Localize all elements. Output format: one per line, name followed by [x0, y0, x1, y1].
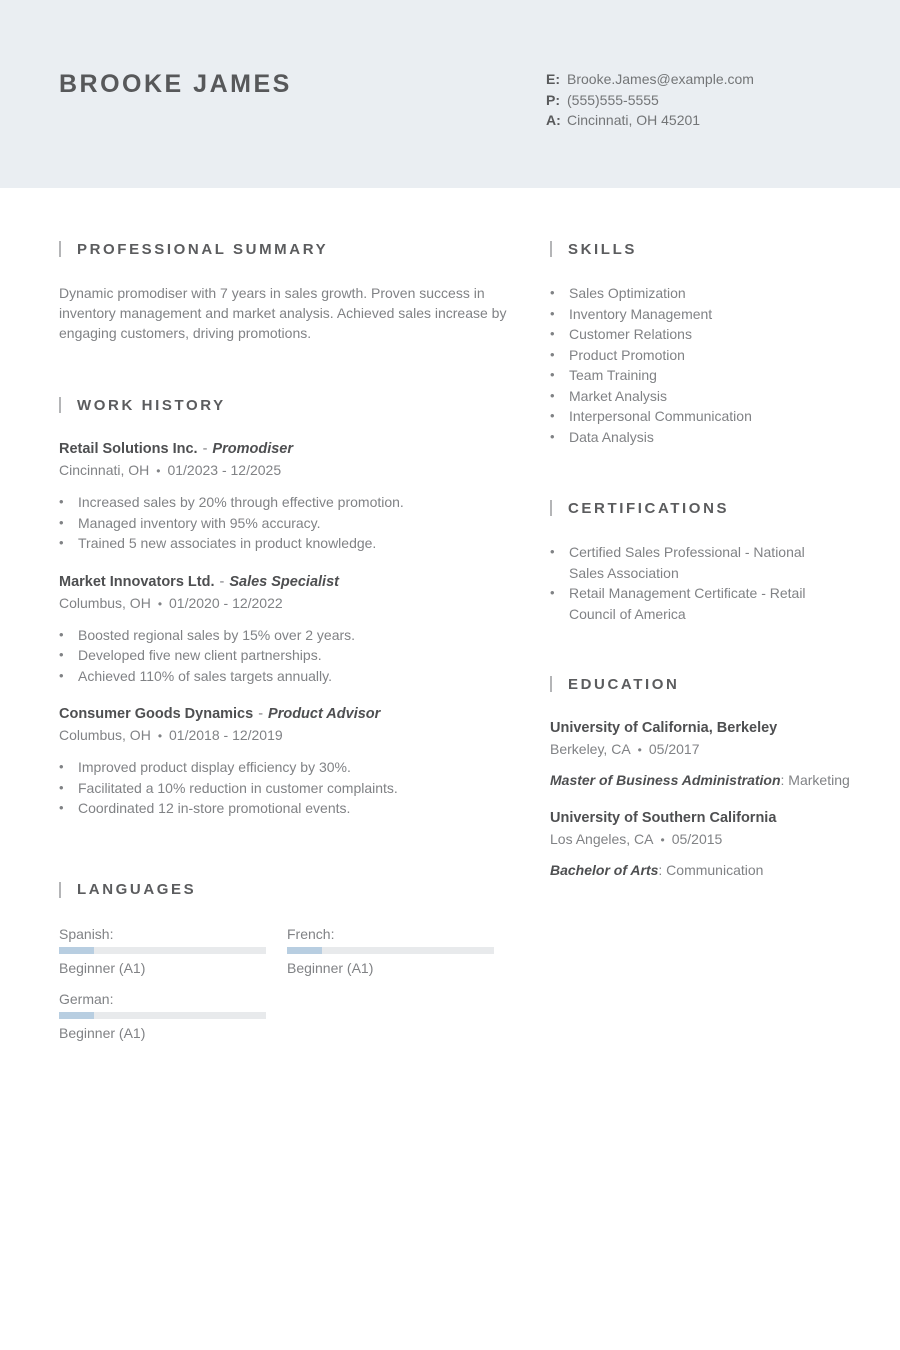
- bullet-icon: •: [59, 626, 64, 642]
- resume-body: [0, 188, 900, 1043]
- left-column: [59, 240, 505, 1043]
- job-bullet: [59, 513, 505, 534]
- language-progress-fill: [287, 947, 322, 954]
- school-dates: 05/2017: [648, 741, 700, 757]
- job-bullet: [59, 625, 505, 646]
- bullet-icon: •: [550, 346, 555, 362]
- skill-text: Customer Relations: [569, 326, 692, 342]
- job-separator: -: [219, 573, 225, 590]
- certifications-heading: [550, 499, 870, 517]
- bullet-icon: •: [550, 428, 555, 444]
- resume-header: [0, 0, 900, 188]
- degree-field: : Communication: [658, 862, 764, 878]
- school-meta-line: [550, 739, 870, 761]
- language-name: German:: [59, 990, 114, 1007]
- heading-bar-icon: [550, 676, 552, 692]
- job-entry: [59, 439, 505, 554]
- job-meta-line: [59, 460, 505, 482]
- job-bullet-text: Coordinated 12 in-store promotional events.: [78, 800, 351, 816]
- job-bullet: [59, 492, 505, 513]
- job-bullet: [59, 757, 505, 778]
- job-meta-line: [59, 593, 505, 615]
- job-bullet-text: Managed inventory with 95% accuracy.: [78, 514, 321, 531]
- job-bullet-text: Developed five new client partnerships.: [78, 647, 322, 663]
- language-level: Beginner (A1): [287, 959, 374, 976]
- work-history-heading: [59, 396, 505, 414]
- skills-heading: [550, 240, 870, 258]
- school-name: University of California, Berkeley: [550, 720, 778, 736]
- section-professional-summary: [59, 240, 505, 343]
- job-title-line: [59, 704, 505, 725]
- heading-bar-icon: [59, 882, 61, 898]
- meta-separator-icon: •: [157, 596, 163, 611]
- bullet-icon: •: [59, 667, 64, 683]
- skill-text: Market Analysis: [569, 387, 668, 404]
- skill-item: [550, 427, 870, 448]
- languages-heading-label: LANGUAGES: [77, 881, 197, 898]
- contact-email: [546, 69, 754, 90]
- school-name: University of Southern California: [550, 810, 777, 826]
- degree-line: [550, 860, 870, 880]
- meta-separator-icon: •: [660, 833, 665, 847]
- bullet-icon: •: [59, 800, 64, 815]
- job-title: Sales Specialist: [229, 573, 339, 590]
- school-meta-line: [550, 829, 870, 851]
- job-bullet-text: Increased sales by 20% through effective promotion.: [78, 494, 404, 510]
- work-history-heading-label: WORK HISTORY: [77, 396, 226, 414]
- bullet-icon: •: [550, 367, 555, 382]
- skill-item: [550, 406, 870, 427]
- heading-bar-icon: [550, 241, 552, 257]
- education-entry: [550, 808, 870, 880]
- job-location: Cincinnati, OH: [59, 462, 150, 478]
- job-bullet-list: [59, 492, 505, 554]
- language-level: Beginner (A1): [59, 1024, 146, 1041]
- skill-item: [550, 324, 870, 345]
- summary-text: Dynamic promodiser with 7 years in sales growth. Proven success in inventory management and market analysis. Achieved sales increase by engaging customers, driving promotions.: [59, 285, 507, 341]
- job-entry: [59, 704, 505, 819]
- languages-grid: [59, 924, 505, 1043]
- job-bullet: [59, 666, 505, 687]
- bullet-icon: •: [550, 326, 555, 341]
- bullet-icon: •: [59, 535, 64, 550]
- skill-item: [550, 304, 870, 325]
- job-separator: -: [202, 441, 208, 457]
- skill-text: Team Training: [569, 367, 657, 383]
- section-languages: [59, 881, 505, 1043]
- job-bullet-text: Facilitated a 10% reduction in customer complaints.: [78, 779, 398, 796]
- skill-text: Interpersonal Communication: [569, 408, 752, 424]
- job-bullet-list: [59, 757, 505, 819]
- degree-field: : Marketing: [780, 772, 850, 788]
- language-level: Beginner (A1): [59, 959, 146, 976]
- skill-text: Product Promotion: [569, 346, 685, 363]
- school-location: Los Angeles, CA: [550, 831, 654, 847]
- section-education: [550, 675, 870, 880]
- job-dates: 01/2018 - 12/2019: [169, 727, 283, 743]
- skill-item: [550, 345, 870, 366]
- language-progress-fill: [59, 1012, 94, 1019]
- education-entry: [550, 718, 870, 790]
- contact-phone-value: (555)555-5555: [567, 91, 659, 108]
- job-bullet-text: Trained 5 new associates in product knowledge.: [78, 535, 377, 551]
- skills-list: [550, 283, 870, 447]
- bullet-icon: •: [550, 585, 555, 600]
- degree-name: Master of Business Administration: [550, 772, 781, 788]
- heading-bar-icon: [59, 241, 61, 257]
- language-item: [59, 989, 266, 1043]
- meta-separator-icon: •: [156, 464, 161, 478]
- bullet-icon: •: [550, 285, 555, 300]
- right-column: [550, 240, 870, 1043]
- skill-item: [550, 365, 870, 386]
- language-item: [287, 924, 494, 978]
- job-title-line: [59, 439, 505, 460]
- job-bullet-text: Achieved 110% of sales targets annually.: [78, 667, 332, 684]
- job-location: Columbus, OH: [59, 594, 151, 611]
- bullet-icon: •: [550, 305, 555, 321]
- bullet-icon: •: [59, 779, 64, 795]
- skill-item: [550, 283, 870, 304]
- language-progress-fill: [59, 947, 94, 954]
- contact-phone-label: P:: [546, 91, 560, 108]
- bullet-icon: •: [59, 494, 64, 509]
- job-bullet-list: [59, 625, 505, 687]
- job-dates: 01/2023 - 12/2025: [167, 462, 282, 478]
- language-progress-track: [59, 1012, 266, 1019]
- skills-heading-label: SKILLS: [568, 240, 637, 258]
- job-bullet: [59, 533, 505, 554]
- language-item: [59, 924, 266, 978]
- job-title: Promodiser: [212, 441, 294, 457]
- candidate-name: BROOKE JAMES: [59, 70, 292, 98]
- job-location: Columbus, OH: [59, 727, 151, 743]
- certification-item: [550, 583, 812, 624]
- job-company: Retail Solutions Inc.: [59, 441, 198, 457]
- bullet-icon: •: [550, 387, 555, 403]
- bullet-icon: •: [550, 544, 555, 559]
- education-heading-label: EDUCATION: [568, 675, 680, 693]
- job-dates: 01/2020 - 12/2022: [169, 594, 283, 611]
- job-separator: -: [258, 706, 264, 722]
- job-bullet: [59, 645, 505, 666]
- summary-heading-label: PROFESSIONAL SUMMARY: [77, 240, 329, 258]
- contact-address-label: A:: [546, 112, 561, 128]
- bullet-icon: •: [59, 647, 64, 662]
- job-bullet: [59, 798, 505, 819]
- school-dates: 05/2015: [671, 831, 723, 847]
- contact-block: [546, 69, 754, 131]
- job-company: Market Innovators Ltd.: [59, 573, 215, 590]
- meta-separator-icon: •: [637, 743, 642, 757]
- certifications-heading-label: CERTIFICATIONS: [568, 499, 730, 517]
- certification-item: [550, 542, 812, 583]
- school-location: Berkeley, CA: [550, 741, 631, 757]
- job-bullet-text: Boosted regional sales by 15% over 2 years.: [78, 626, 356, 643]
- bullet-icon: •: [59, 759, 64, 774]
- bullet-icon: •: [59, 514, 64, 530]
- job-meta-line: [59, 725, 505, 747]
- summary-heading: [59, 240, 505, 258]
- certification-text: Certified Sales Professional - National Sales Association: [569, 544, 805, 581]
- job-bullet-text: Improved product display efficiency by 30%.: [78, 759, 351, 775]
- heading-bar-icon: [550, 500, 552, 516]
- language-progress-track: [287, 947, 494, 954]
- section-skills: [550, 240, 870, 447]
- contact-email-value: Brooke.James@example.com: [567, 71, 754, 87]
- meta-separator-icon: •: [157, 729, 163, 743]
- certification-text: Retail Management Certificate - Retail Council of America: [569, 585, 806, 622]
- contact-address: [546, 110, 754, 131]
- job-title: Product Advisor: [268, 706, 381, 722]
- language-name: French:: [287, 925, 335, 942]
- skill-text: Data Analysis: [569, 428, 654, 445]
- degree-name: Bachelor of Arts: [550, 862, 659, 878]
- language-progress-track: [59, 947, 266, 954]
- skill-text: Sales Optimization: [569, 285, 686, 301]
- certifications-list: [550, 542, 812, 624]
- skill-item: [550, 386, 870, 407]
- job-title-line: [59, 572, 505, 593]
- skill-text: Inventory Management: [569, 305, 713, 322]
- job-entry: [59, 572, 505, 687]
- languages-heading: [59, 881, 505, 899]
- bullet-icon: •: [550, 408, 555, 423]
- job-bullet: [59, 778, 505, 799]
- section-work-history: [59, 396, 505, 819]
- section-certifications: [550, 499, 870, 624]
- contact-phone: [546, 90, 754, 111]
- language-name: Spanish:: [59, 925, 114, 942]
- job-company: Consumer Goods Dynamics: [59, 706, 254, 722]
- heading-bar-icon: [59, 397, 61, 413]
- degree-line: [550, 770, 870, 790]
- contact-email-label: E:: [546, 71, 560, 87]
- education-heading: [550, 675, 870, 693]
- contact-address-value: Cincinnati, OH 45201: [567, 112, 701, 128]
